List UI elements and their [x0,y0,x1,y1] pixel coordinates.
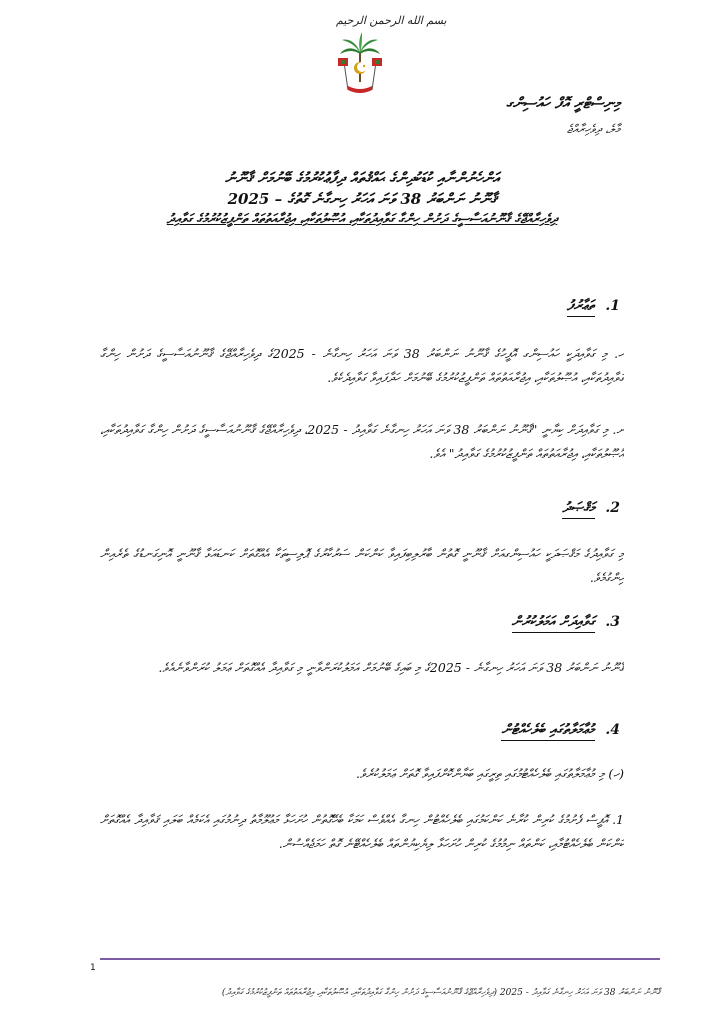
section-2-number: 2. [605,500,620,516]
document-title [100,168,624,230]
section-2-label: މަޤްޞަދު [562,500,594,519]
section-4-label: މުޢާމަލާތުގައި ބެލެހެއްޓުން [501,722,594,741]
section-1-number: 1. [605,298,620,314]
section-3-heading [512,614,620,630]
maldives-emblem-icon [334,16,386,96]
title-line-2: ޤާނޫނު ނަންބަރު 38 ވަނަ އަހަރު ހިނގާނެ ގޮތުގެ – 2025 [227,190,497,208]
title-line-3: ދިވެހިރާއްޖޭގެ ޤާނޫނުއަސާސީގެ ދަށުން ހިންގާ ގަވާއިދުތަކާއި، އުޞޫލުތަކާއި، އިޖުރާއަތުތައް ތަންފީޒުކުރުމުގެ ގަވާއިދު [166,212,558,227]
section-1-label: ތަޢާރުފު [567,298,595,317]
footer-rule [100,958,660,960]
section-3-paragraph: ޤާނޫނު ނަންބަރު 38 ވަނަ އަހަރު ހިނގާނެ - 2025ގެ މި ބައިގެ ބޭނުމަށް އަމަލުކުރަންވާނީ މި ގަވާއިދާ އެއްގޮތަށް ޢަމަލު ކުރަންވާނެއެވެ. [158,660,624,675]
section-4-number: 4. [605,722,620,738]
page-number: 1 [90,963,96,973]
section-4-intro: (ހ) މި މުޢާމަލާތުގައި ބެލެހެއްޓުމުގައި ތިރީގައި ބަޔާންކޮށްފައިވާ ގޮތަށް ޢަމަލުކުރެވެ. [355,766,624,781]
city-address: މާލެ، ދިވެހިރާއްޖެ [566,122,620,136]
section-1-paragraph-b: ށ. މި ގަވާއިދަށް ކިޔާނީ "ޤާނޫނު ނަންބަރު 38 ވަނަ އަހަރު ހިނގާނެ ގަވާއިދު - 2025، ދިވެހިރާއްޖޭގެ ޤާނޫނުއަސާސީގެ ދަށުން ހިންގާ ގަވާއިދުތަކާއި، އުޞޫލުތަކާއި، އިޖުރާއަތުތައް ތަންފީޒުކުރުމުގެ ގަވާއިދު" އެވެ. [100,422,624,461]
bismillah-calligraphy: بسم الله الرحمن الرحيم [336,14,447,27]
section-4-heading [501,722,620,738]
footer-running-title: ޤާނޫނު ނަންބަރު 38 ވަނަ އަހަރު ހިނގާނެ ގަވާއިދު - 2025 (ދިވެހިރާއްޖޭގެ ޤާނޫނުއަސާސީގެ ދަށުން ހިންގާ ގަވާއިދުތަކާއި، އުޞޫލުތަކާއި، އިޖުރާއަތުތައް ތަންފީޒުކުރުމުގެ ގަވާއިދު) [221,988,660,998]
section-1-paragraph-a: ހ. މި ގަވާއިދަކީ ހައުސިންގ އޮފީހުގެ ޤާނޫނު ނަންބަރު 38 ވަނަ އަހަރު ހިނގާނެ - 2025ގެ ދިވެހިރާއްޖޭގެ ޤާނޫނުއަސާސީގެ ދަށުން ހިންގާ ގަވާއިދުތަކާއި، އުޞޫލުތަކާއި، އިޖުރާއަތުތައް ތަންފީޒުކުރުމުގެ ބޭނުމަށް ހަދާފައިވާ ގަވާއިދެކެވެ. [100,346,624,385]
section-1-heading [567,298,620,314]
section-4-item-1: 1. އޮފީސް ފެށުމުގެ ކުރިން ކުރާނެ ކަންކަމުގައި ބެލެހެއްޓުން ހިނގާ އެއްވެސް ކަމަކާ ބެހޭގޮތުން ހުށަހަޅާ މަޢުލޫމާތު ދިނުމުގައި އެކަމެއް ބަލައި ޤަވާއިދާ އެއްގޮތަށް ކަންކަން ބެލެހެއްޓުމާއި، ކަންތައް ނިމުމުގެ ކުރިން ހުށަހަޅާ ލިޔެކިޔުންތައް ބެލެހެއްޓޭނެ ގޮތް ހަމަޖެއްސުން. [100,812,624,851]
ministry-name: މިނިސްޓްރީ އޮފް ހައުސިންގ [506,94,620,112]
section-2-paragraph: މި ގަވާއިދުގެ މަޤްޞަދަކީ ހައުސިންގއަށް ޤާނޫނީ ގޮތުން ބާރުލިބިފައިވާ ކަންކަން ސަރުކާރުގެ ޕޮލިސީތަކާ އެއްގޮތަށް ކަނޑައަޅާ ޤާނޫނީ އޮނިގަނޑުގެ ތެރެއިން ހިންގުމެވެ. [100,546,624,585]
section-2-heading [562,500,620,516]
title-line-1: އަންހެނުންނާއި ކުޑަކުދިންގެ ޙައްޤުތައް ދިފާޢުކުރުމުގެ ބޭނުމަށް ޤާނޫނު [225,169,499,187]
section-3-number: 3. [605,614,620,630]
section-3-label: ގަވާއިދަށް އަމަލުކުރުން [512,614,595,633]
